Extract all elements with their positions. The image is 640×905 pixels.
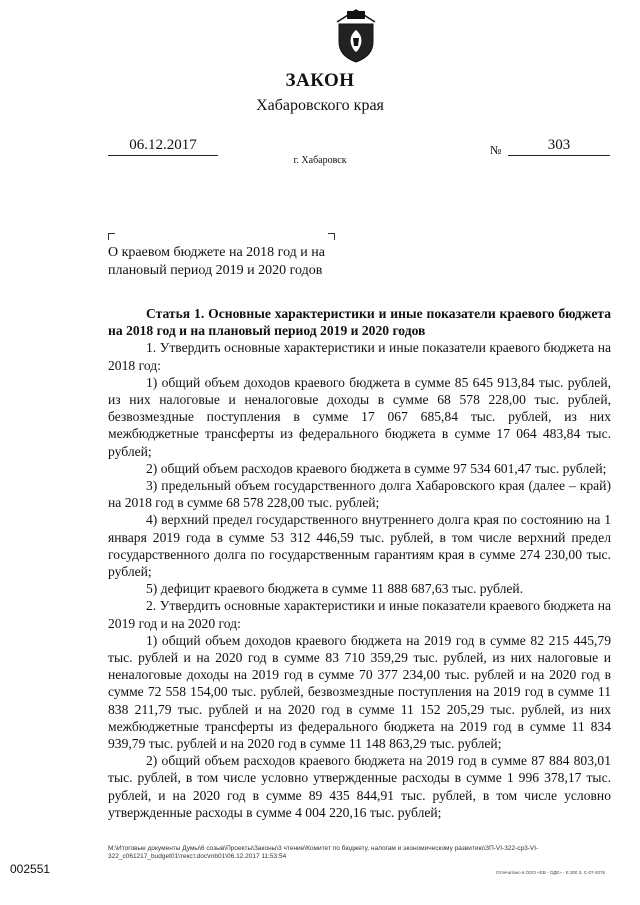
subject-line: плановый период 2019 и 2020 годов <box>108 263 323 278</box>
file-path-footer: М:\Итоговые документы Думы\6 созыв\Проекты\Законы\3 чтение\Комитет по бюджету, налогам и экономическому развитию\ЗП-VI-322-ср3-VI-322_с061217_budget01\текст.doc\mb01\06.12.2017 11:53:54 <box>108 845 539 860</box>
paragraph: 5) дефицит краевого бюджета в сумме 11 888 687,63 тыс. рублей. <box>146 581 524 597</box>
paragraph: 1) общий объем доходов краевого бюджета в сумме 85 645 913,84 тыс. рублей, из них налоговые и неналоговые доходы в сумме 68 578 228,00 тыс. рублей, безвозмездные поступления в сумме 17 067 685,84 тыс. рублей, из них межбюджетные трансферты из федерального бюджета в сумме 17 064 483,84 тыс. рублей; <box>108 374 611 459</box>
paragraph: 3) предельный объем государственного долга Хабаровского края (далее – край) на 2018 год в сумме 68 578 228,00 тыс. рублей; <box>108 478 611 511</box>
document-subtitle: Хабаровского края <box>256 97 384 114</box>
document-body <box>108 305 611 821</box>
document-city: г. Хабаровск <box>293 155 347 166</box>
article-heading: Статья 1. Основные характеристики и иные показатели краевого бюджета на 2018 год и на плановый период 2019 и 2020 годов <box>108 306 611 339</box>
document-subject <box>108 244 368 280</box>
number-sign: № <box>490 143 502 157</box>
paragraph: 2. Утвердить основные характеристики и иные показатели краевого бюджета на 2019 год и на 2020 год: <box>108 598 611 631</box>
corner-bracket-left <box>108 233 115 240</box>
paragraph: 4) верхний предел государственного внутреннего долга края по состоянию на 1 января 2019 года в сумме 53 312 446,59 тыс. рублей, в том числе верхний предел государственного долга по государственным гарантиям края в сумме 274 230,00 тыс. рублей; <box>108 512 611 580</box>
subject-line: О краевом бюджете на 2018 год и на <box>108 245 325 260</box>
coat-of-arms-icon <box>333 8 379 64</box>
paragraph: 2) общий объем расходов краевого бюджета в сумме 97 534 601,47 тыс. рублей; <box>146 460 607 476</box>
paragraph: 1) общий объем доходов краевого бюджета на 2019 год в сумме 82 215 445,79 тыс. рублей и на 2020 год в сумме 83 710 359,29 тыс. рублей, из них налоговые и неналоговые доходы на 2019 год в сумме 70 377 234,00 тыс. рублей и на 2020 год в сумме 72 558 154,00 тыс. рублей, безвозмездные поступления на 2019 год в сумме 11 838 211,79 тыс. рублей и на 2020 год в сумме 11 152 205,29 тыс. рублей, из них межбюджетные трансферты из федерального бюджета на 2019 год в сумме 11 834 939,79 тыс. рублей и на 2020 год в сумме 11 148 863,29 тыс. рублей; <box>108 632 611 752</box>
paragraph: 2) общий объем расходов краевого бюджета на 2019 год в сумме 87 884 803,01 тыс. рублей, в том числе условно утвержденные расходы в сумме 1 996 378,17 тыс. рублей, и на 2020 год в сумме 89 435 844,91 тыс. рублей, в том числе условно утвержденные расходы в сумме 4 004 220,16 тыс. рублей; <box>108 753 611 820</box>
printer-note: Отпечатано в ООО «ЕВ - ОДЕ» - Е.300 3. С-07-2076 <box>496 870 605 875</box>
document-number: 303 <box>508 137 610 156</box>
document-title: ЗАКОН <box>285 70 355 91</box>
corner-bracket-right <box>328 233 335 240</box>
serial-stamp: 002551 <box>10 862 51 876</box>
paragraph: 1. Утвердить основные характеристики и иные показатели краевого бюджета на 2018 год: <box>108 340 611 373</box>
document-date: 06.12.2017 <box>108 137 218 156</box>
